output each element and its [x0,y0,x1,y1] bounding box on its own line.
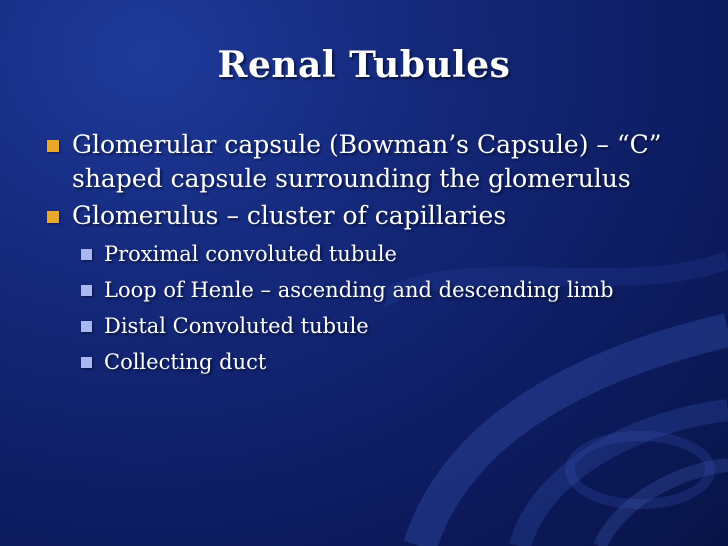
bullet-item-glomerular-capsule [40,128,690,196]
bullet-list [40,128,690,380]
sub-bullet-text: Loop of Henle – ascending and descending limb [104,278,614,302]
sub-bullet-item-loop-of-henle [40,275,690,305]
square-bullet-icon [81,249,92,260]
sub-bullet-item-distal [40,311,690,341]
square-bullet-icon [81,321,92,332]
slide-title: Renal Tubules [217,44,511,86]
square-bullet-icon [47,140,59,152]
square-bullet-icon [81,357,92,368]
bullet-text: Glomerular capsule (Bowman’s Capsule) – “C” shaped capsule surrounding the glomerulus [72,130,662,193]
square-bullet-icon [47,211,59,223]
square-bullet-icon [81,285,92,296]
sub-bullet-text: Collecting duct [104,350,267,374]
sub-bullet-text: Proximal convoluted tubule [104,242,397,266]
sub-bullet-item-proximal [40,239,690,269]
sub-bullet-item-collecting-duct [40,347,690,377]
bullet-item-glomerulus [40,199,690,233]
sub-bullet-text: Distal Convoluted tubule [104,314,369,338]
bullet-text: Glomerulus – cluster of capillaries [72,201,507,230]
